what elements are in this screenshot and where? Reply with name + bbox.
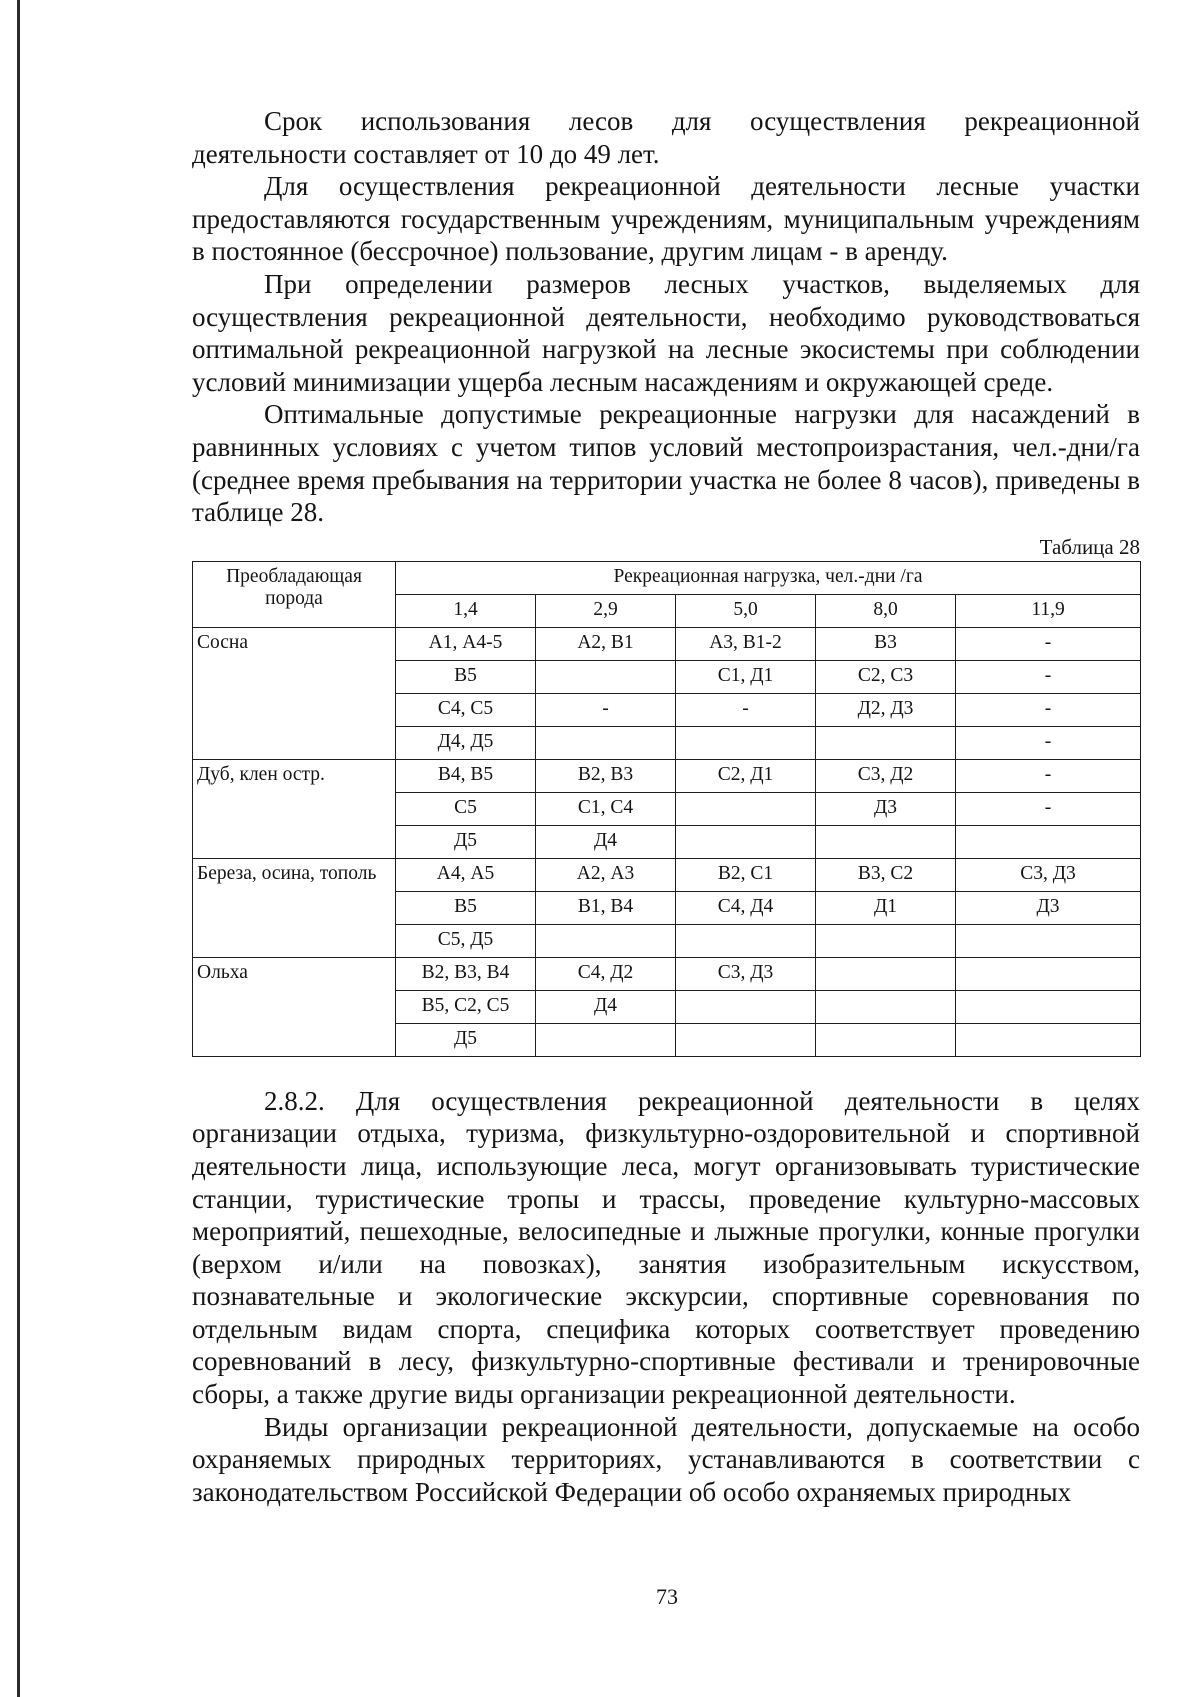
table-cell: Д1 bbox=[816, 891, 956, 924]
table-cell: - bbox=[536, 693, 676, 726]
table-cell bbox=[676, 792, 816, 825]
load-value: 2,9 bbox=[536, 594, 676, 627]
table-cell: С4, С5 bbox=[396, 693, 536, 726]
load-value: 11,9 bbox=[956, 594, 1141, 627]
table-body bbox=[193, 627, 1141, 1056]
load-header: Рекреационная нагрузка, чел.-дни /га bbox=[396, 561, 1141, 594]
recreational-load-table bbox=[192, 561, 1141, 1057]
table-cell: С1, Д1 bbox=[676, 660, 816, 693]
table-row bbox=[193, 759, 1141, 792]
table-cell: Д5 bbox=[396, 825, 536, 858]
document-body bbox=[192, 105, 1140, 1508]
table-cell bbox=[816, 924, 956, 957]
table-cell: Д4 bbox=[536, 990, 676, 1023]
table-cell bbox=[956, 990, 1141, 1023]
table-cell: Д4, Д5 bbox=[396, 726, 536, 759]
species-cell: Дуб, клен остр. bbox=[193, 759, 396, 858]
paragraph-optimal-loads: Оптимальные допустимые рекреационные нагрузки для насаждений в равнинных условиях с учетом типов условий местопроизрастания, чел.-дни/га (среднее время пребывания на территории участка не более 8 часов), приведены в таблице 28. bbox=[192, 399, 1140, 528]
table-cell: В2, В3 bbox=[536, 759, 676, 792]
table-cell: С3, Д2 bbox=[816, 759, 956, 792]
table-cell: Д3 bbox=[956, 891, 1141, 924]
table-cell bbox=[816, 957, 956, 990]
species-cell: Береза, осина, тополь bbox=[193, 858, 396, 957]
table-cell bbox=[536, 1023, 676, 1056]
load-value: 8,0 bbox=[816, 594, 956, 627]
table-cell: В1, В4 bbox=[536, 891, 676, 924]
species-cell: Ольха bbox=[193, 957, 396, 1056]
table-cell: - bbox=[956, 693, 1141, 726]
table-cell: А2, В1 bbox=[536, 627, 676, 660]
table-cell: В3, С2 bbox=[816, 858, 956, 891]
table-cell bbox=[676, 990, 816, 1023]
table-cell bbox=[816, 825, 956, 858]
table-cell: В2, С1 bbox=[676, 858, 816, 891]
table-cell bbox=[816, 1023, 956, 1056]
paragraph-282: 2.8.2. Для осуществления рекреационной деятельности в целях организации отдыха, туризма, физкультурно-оздоровительной и спортивной деятельности лица, использующие леса, могут организовывать туристические станции, туристические тропы и трассы, проведение культурно-массовых мероприятий, пешеходные, велосипедные и лыжные прогулки, конные прогулки (верхом и/или на повозках), занятия изобразительным искусством, познавательные и экологические экскурсии, спортивные соревнования по отдельным видам спорта, специфика которых соответствует проведению соревнований в лесу, физкультурно-спортивные фестивали и тренировочные сборы, а также другие виды организации рекреационной деятельности. bbox=[192, 1085, 1140, 1410]
table-cell: С4, Д2 bbox=[536, 957, 676, 990]
table-cell: - bbox=[956, 627, 1141, 660]
table-cell bbox=[816, 990, 956, 1023]
page-number: 73 bbox=[656, 1584, 678, 1609]
table-cell: В5, С2, С5 bbox=[396, 990, 536, 1023]
table-cell: - bbox=[956, 759, 1141, 792]
table-cell: В5 bbox=[396, 660, 536, 693]
table-row bbox=[193, 627, 1141, 660]
page-binding-edge bbox=[17, 0, 20, 1697]
paragraph-protected-areas: Виды организации рекреационной деятельности, допускаемые на особо охраняемых природных территориях, устанавливаются в соответствии с законодательством Российской Федерации об особо охраняемых природных bbox=[192, 1411, 1140, 1507]
table-cell: В2, В3, В4 bbox=[396, 957, 536, 990]
table-cell: В5 bbox=[396, 891, 536, 924]
table-cell: В3 bbox=[816, 627, 956, 660]
table-caption: Таблица 28 bbox=[1039, 534, 1140, 559]
table-cell: А1, А4-5 bbox=[396, 627, 536, 660]
table-cell: - bbox=[676, 693, 816, 726]
table-cell: Д3 bbox=[816, 792, 956, 825]
table-cell: Д2, Д3 bbox=[816, 693, 956, 726]
table-cell: - bbox=[956, 792, 1141, 825]
table-row bbox=[193, 957, 1141, 990]
table-cell bbox=[956, 1023, 1141, 1056]
table-cell: С3, Д3 bbox=[676, 957, 816, 990]
table-cell bbox=[956, 924, 1141, 957]
species-cell: Сосна bbox=[193, 627, 396, 759]
table-cell: Д4 bbox=[536, 825, 676, 858]
table-cell bbox=[676, 1023, 816, 1056]
table-cell: В4, В5 bbox=[396, 759, 536, 792]
table-cell: А2, А3 bbox=[536, 858, 676, 891]
table-cell: С5 bbox=[396, 792, 536, 825]
table-cell: С5, Д5 bbox=[396, 924, 536, 957]
load-value: 5,0 bbox=[676, 594, 816, 627]
paragraph-term: Срок использования лесов для осуществления рекреационной деятельности составляет от 10 до 49 лет. bbox=[192, 106, 1140, 169]
table-cell: - bbox=[956, 660, 1141, 693]
table-cell: - bbox=[956, 726, 1141, 759]
table-cell bbox=[536, 924, 676, 957]
table-cell bbox=[676, 726, 816, 759]
table-cell bbox=[536, 726, 676, 759]
table-cell: С1, С4 bbox=[536, 792, 676, 825]
paragraph-size-determination: При определении размеров лесных участков, выделяемых для осуществления рекреационной деятельности, необходимо руководствоваться оптимальной рекреационной нагрузкой на лесные экосистемы при соблюдении условий минимизации ущерба лесным насаждениям и окружающей среде. bbox=[192, 268, 1140, 397]
table-cell: С3, Д3 bbox=[956, 858, 1141, 891]
table-cell: С2, Д1 bbox=[676, 759, 816, 792]
table-cell bbox=[676, 825, 816, 858]
table-cell bbox=[956, 957, 1141, 990]
table-cell: Д5 bbox=[396, 1023, 536, 1056]
table-cell: С4, Д4 bbox=[676, 891, 816, 924]
table-header-row bbox=[193, 561, 1141, 594]
table-row bbox=[193, 858, 1141, 891]
table-cell bbox=[956, 825, 1141, 858]
table-cell bbox=[816, 726, 956, 759]
table-cell: С2, С3 bbox=[816, 660, 956, 693]
species-header: Преобладающая порода bbox=[193, 561, 396, 627]
table-cell bbox=[676, 924, 816, 957]
load-value: 1,4 bbox=[396, 594, 536, 627]
table-cell: А4, А5 bbox=[396, 858, 536, 891]
table-cell: А3, В1-2 bbox=[676, 627, 816, 660]
table-cell bbox=[536, 660, 676, 693]
paragraph-provision: Для осуществления рекреационной деятельности лесные участки предоставляются государственным учреждениям, муниципальным учреждениям в постоянное (бессрочное) пользование, другим лицам - в аренду. bbox=[192, 171, 1140, 267]
